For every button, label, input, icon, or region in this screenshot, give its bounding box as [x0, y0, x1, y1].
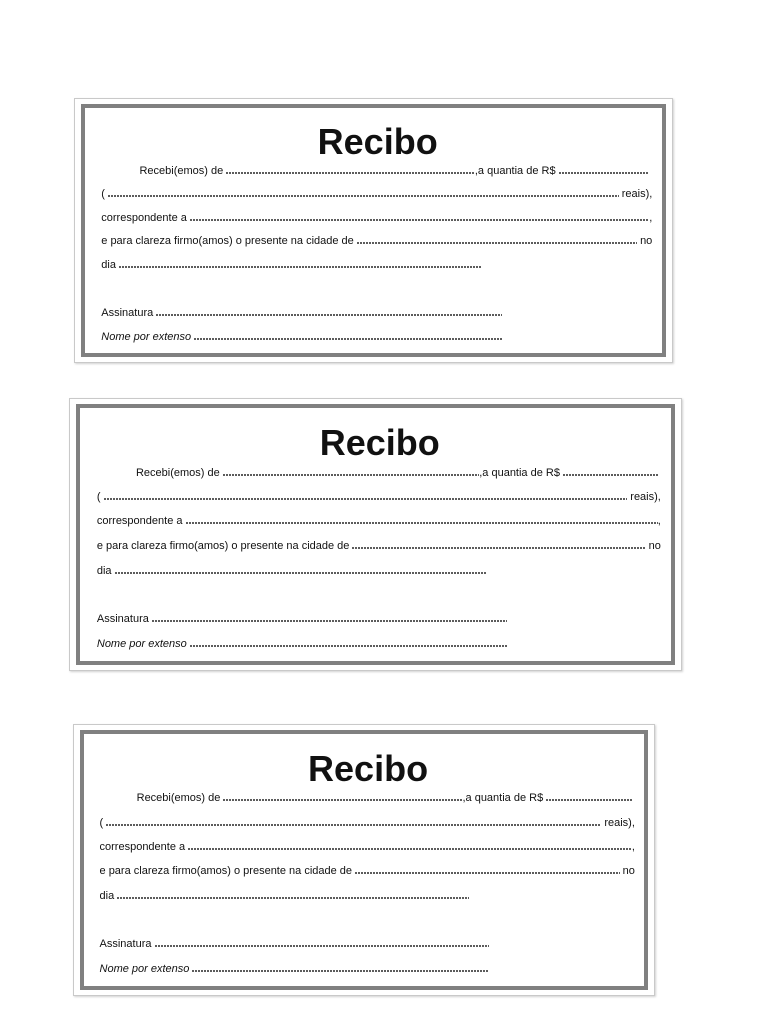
received-from-label: Recebi(emos) de — [135, 466, 220, 479]
received-from-line — [137, 791, 635, 805]
city-blank — [355, 872, 620, 874]
correspondent-blank — [190, 219, 649, 221]
signature-label: Assinatura — [96, 613, 149, 626]
correspondent-line — [101, 211, 652, 225]
city-label: e para clareza firmo(amos) o presente na cidade de — [99, 865, 353, 878]
received-from-line — [139, 164, 652, 178]
full-name-label: Nome por extenso — [96, 637, 187, 650]
signature-blank — [155, 945, 489, 947]
city-line — [97, 539, 661, 553]
signature-blank — [156, 314, 502, 316]
amount-in-words-blank — [106, 824, 601, 826]
amount-in-words-line — [101, 187, 652, 201]
amount-in-words-line — [100, 816, 635, 830]
city-line — [101, 234, 652, 248]
day-blank — [117, 897, 469, 899]
amount-blank — [559, 172, 650, 174]
full-name-blank — [194, 338, 502, 340]
day-label: dia — [99, 889, 115, 902]
signature-label: Assinatura — [101, 306, 154, 319]
on-label: no — [648, 539, 661, 552]
currency-words: reais), — [630, 491, 661, 504]
day-line — [101, 258, 485, 272]
amount-in-words-blank — [104, 498, 628, 500]
city-line — [100, 864, 635, 878]
full-name-label: Nome por extenso — [101, 330, 192, 343]
trailing-comma: , — [657, 515, 661, 528]
amount-in-words-line — [97, 490, 661, 504]
day-blank — [115, 572, 487, 574]
full-name-line — [100, 962, 492, 976]
amount-label: ,a quantia de R$ — [462, 792, 544, 805]
amount-blank — [546, 799, 632, 801]
city-label: e para clareza firmo(amos) o presente na cidade de — [101, 235, 354, 248]
open-paren: ( — [99, 816, 104, 829]
open-paren: ( — [101, 188, 105, 201]
signature-label: Assinatura — [99, 938, 152, 951]
city-label: e para clareza firmo(amos) o presente na cidade de — [96, 539, 350, 552]
day-label: dia — [96, 564, 112, 577]
correspondent-line — [100, 840, 635, 854]
received-from-label: Recebi(emos) de — [136, 792, 221, 805]
amount-label: ,a quantia de R$ — [479, 466, 560, 479]
day-label: dia — [101, 259, 116, 272]
amount-blank — [563, 474, 658, 476]
correspondent-line — [97, 514, 661, 528]
trailing-comma: , — [631, 840, 635, 853]
signature-line — [97, 612, 510, 626]
payer-name-blank — [223, 474, 479, 476]
correspondent-blank — [186, 522, 658, 524]
correspondent-label: correspondente a — [99, 840, 186, 853]
payer-name-blank — [226, 172, 475, 174]
on-label: no — [622, 865, 635, 878]
full-name-blank — [192, 970, 488, 972]
city-blank — [352, 547, 645, 549]
full-name-blank — [190, 645, 507, 647]
correspondent-blank — [188, 848, 632, 850]
currency-words: reais), — [621, 188, 653, 201]
payer-segment — [137, 791, 463, 805]
payer-segment — [136, 466, 479, 480]
day-blank — [119, 266, 482, 268]
full-name-label: Nome por extenso — [99, 963, 190, 976]
correspondent-label: correspondente a — [96, 515, 183, 528]
city-blank — [357, 242, 637, 244]
full-name-line — [97, 637, 510, 651]
on-label: no — [640, 235, 653, 248]
receipt-3 — [73, 724, 655, 996]
received-from-label: Recebi(emos) de — [139, 164, 224, 177]
receipt-1 — [74, 98, 673, 363]
currency-words: reais), — [604, 816, 635, 829]
day-line — [97, 564, 490, 578]
received-from-line — [136, 466, 661, 480]
receipt-title: Recibo — [308, 748, 429, 789]
signature-line — [101, 306, 505, 320]
receipt-title: Recibo — [319, 422, 440, 464]
amount-label: ,a quantia de R$ — [474, 164, 556, 177]
payer-segment — [139, 164, 474, 178]
receipt-2 — [69, 398, 682, 671]
amount-in-words-blank — [108, 195, 619, 197]
payer-name-blank — [223, 799, 462, 801]
full-name-line — [101, 330, 505, 344]
signature-blank — [152, 620, 507, 622]
day-line — [100, 889, 473, 903]
open-paren: ( — [96, 491, 101, 504]
correspondent-label: correspondente a — [101, 211, 187, 224]
signature-line — [100, 937, 492, 951]
trailing-comma: , — [649, 211, 653, 224]
receipt-title: Recibo — [317, 120, 438, 162]
